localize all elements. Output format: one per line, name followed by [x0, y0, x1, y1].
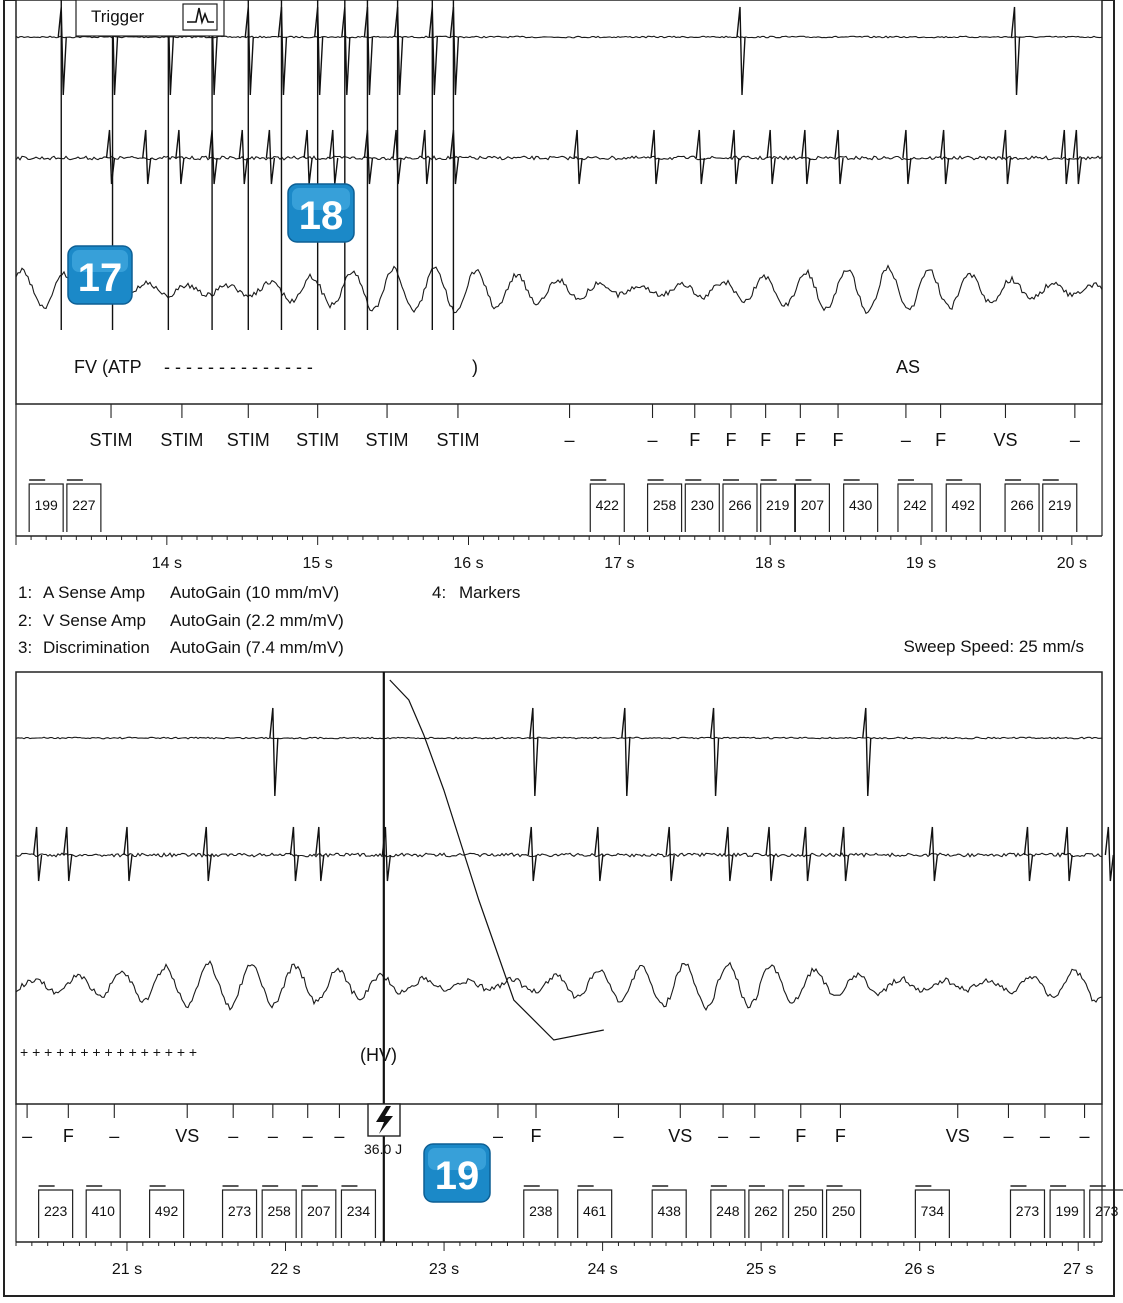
- marker-channel-bottom: [16, 1104, 1123, 1278]
- bottom-interval-value-13: 250: [831, 1203, 856, 1219]
- hv-label: (HV): [360, 1045, 397, 1065]
- top-interval-value-6: 219: [766, 497, 790, 513]
- legend-num-3: 3:: [18, 638, 33, 657]
- legend-gain-2: AutoGain (2.2 mm/mV): [170, 611, 344, 630]
- legend-name-1: A Sense Amp: [43, 583, 146, 602]
- trigger-box: [76, 0, 224, 36]
- top-marker-label-7: –: [647, 430, 658, 450]
- bottom-marker-label-13: –: [749, 1126, 760, 1146]
- badge-18-text: 18: [298, 194, 344, 238]
- top-axis-label-6: 20 s: [1056, 555, 1087, 572]
- top-axis-label-5: 19 s: [905, 555, 937, 572]
- bottom-axis-label-1: 22 s: [270, 1261, 301, 1278]
- top-interval-value-0: 199: [34, 497, 58, 513]
- legend-num-4: 4:: [432, 583, 447, 602]
- strip-panel-top: [16, 0, 1102, 404]
- bottom-marker-label-4: –: [228, 1126, 239, 1146]
- top-marker-label-2: STIM: [226, 430, 270, 450]
- bottom-axis-label-0: 21 s: [111, 1261, 143, 1278]
- episode-dashes: - - - - - - - - - - - - - -: [164, 357, 313, 377]
- top-marker-label-1: STIM: [160, 430, 204, 450]
- legend-gain-3: AutoGain (7.4 mm/mV): [170, 638, 344, 657]
- bottom-marker-label-17: –: [1003, 1126, 1014, 1146]
- top-marker-label-15: VS: [993, 430, 1018, 450]
- top-marker-label-16: –: [1069, 430, 1080, 450]
- bottom-axis-label-2: 23 s: [428, 1261, 460, 1278]
- top-interval-value-2: 422: [595, 497, 619, 513]
- bottom-marker-label-10: –: [613, 1126, 624, 1146]
- bottom-interval-value-12: 250: [793, 1203, 818, 1219]
- top-interval-value-9: 242: [903, 497, 927, 513]
- episode-close: ): [472, 357, 478, 377]
- bottom-interval-value-3: 273: [227, 1203, 252, 1219]
- marker-channel-top: [16, 404, 1102, 572]
- bottom-marker-label-14: F: [795, 1126, 807, 1146]
- bottom-interval-value-11: 262: [754, 1203, 778, 1219]
- top-marker-label-12: F: [832, 430, 844, 450]
- legend-num-2: 2:: [18, 611, 33, 630]
- bottom-interval-value-0: 223: [43, 1203, 68, 1219]
- legend-gain-1: AutoGain (10 mm/mV): [170, 583, 340, 602]
- bottom-interval-value-1: 410: [91, 1203, 115, 1219]
- top-interval-value-11: 266: [1010, 497, 1034, 513]
- bottom-spike-2-17: [1105, 827, 1113, 881]
- top-marker-label-4: STIM: [365, 430, 409, 450]
- shock-marker: [364, 1104, 402, 1157]
- top-axis-label-0: 14 s: [151, 555, 182, 572]
- top-interval-value-4: 230: [690, 497, 714, 513]
- bottom-interval-value-15: 273: [1015, 1203, 1040, 1219]
- top-axis-label-2: 16 s: [453, 555, 484, 572]
- bottom-interval-value-14: 734: [920, 1203, 945, 1219]
- top-marker-label-10: F: [760, 430, 772, 450]
- strip-panel-bottom: [16, 672, 1113, 1242]
- bottom-marker-label-18: –: [1039, 1126, 1050, 1146]
- badge-19-text: 19: [434, 1154, 480, 1198]
- trigger-label: Trigger: [91, 7, 145, 26]
- bottom-interval-value-5: 207: [307, 1203, 331, 1219]
- bottom-marker-label-11: VS: [668, 1126, 693, 1146]
- bottom-marker-label-0: –: [22, 1126, 33, 1146]
- top-axis-label-1: 15 s: [302, 555, 333, 572]
- bottom-interval-value-17: 273: [1095, 1203, 1119, 1219]
- bottom-interval-value-8: 461: [582, 1203, 607, 1219]
- top-marker-label-9: F: [725, 430, 737, 450]
- legend-num-1: 1:: [18, 583, 33, 602]
- bottom-marker-label-3: VS: [175, 1126, 200, 1146]
- bottom-axis-label-3: 24 s: [587, 1261, 618, 1278]
- top-interval-value-7: 207: [800, 497, 825, 513]
- bottom-interval-value-2: 492: [154, 1203, 179, 1219]
- top-axis-label-4: 18 s: [755, 555, 786, 572]
- bottom-interval-value-7: 238: [529, 1203, 553, 1219]
- top-marker-label-6: –: [564, 430, 575, 450]
- bottom-interval-value-10: 248: [716, 1203, 740, 1219]
- panel-top-frame: [16, 0, 1102, 404]
- top-interval-value-1: 227: [72, 497, 96, 513]
- badge-17-text: 17: [77, 256, 123, 300]
- bottom-axis-label-6: 27 s: [1063, 1261, 1094, 1278]
- top-marker-label-13: –: [900, 430, 911, 450]
- top-marker-label-0: STIM: [89, 430, 133, 450]
- as-label: AS: [896, 357, 921, 377]
- episode-label: FV (ATP: [74, 357, 142, 377]
- top-interval-value-3: 258: [652, 497, 677, 513]
- bottom-axis-label-5: 26 s: [904, 1261, 935, 1278]
- bottom-marker-label-5: –: [267, 1126, 278, 1146]
- sweep-speed: Sweep Speed: 25 mm/s: [903, 637, 1084, 656]
- top-marker-label-8: F: [689, 430, 701, 450]
- top-axis-label-3: 17 s: [604, 555, 635, 572]
- bottom-interval-value-16: 199: [1055, 1203, 1079, 1219]
- bottom-marker-label-7: –: [334, 1126, 345, 1146]
- bottom-interval-value-9: 438: [657, 1203, 681, 1219]
- bottom-marker-label-12: –: [718, 1126, 729, 1146]
- bottom-marker-label-9: F: [530, 1126, 542, 1146]
- top-interval-value-10: 492: [951, 497, 975, 513]
- top-marker-label-14: F: [935, 430, 947, 450]
- bottom-interval-value-6: 234: [346, 1203, 371, 1219]
- energy-label: 36.0 J: [364, 1141, 403, 1157]
- top-interval-value-5: 266: [728, 497, 752, 513]
- bottom-marker-label-6: –: [302, 1126, 313, 1146]
- legend-name-4: Markers: [459, 583, 521, 602]
- badge-17: [68, 246, 132, 304]
- bottom-marker-label-16: VS: [945, 1126, 970, 1146]
- top-interval-value-12: 219: [1048, 497, 1072, 513]
- bottom-marker-label-19: –: [1079, 1126, 1090, 1146]
- bottom-axis-label-4: 25 s: [746, 1261, 777, 1278]
- trigger-icon: [183, 4, 217, 30]
- legend-name-3: Discrimination: [43, 638, 150, 657]
- top-marker-label-11: F: [794, 430, 806, 450]
- top-marker-label-5: STIM: [436, 430, 480, 450]
- plus-row: + + + + + + + + + + + + + + +: [20, 1044, 198, 1060]
- top-marker-label-3: STIM: [296, 430, 340, 450]
- badge-18: [288, 184, 354, 242]
- bottom-interval-value-4: 258: [267, 1203, 291, 1219]
- badge-19: [424, 1144, 490, 1202]
- bottom-marker-label-2: –: [109, 1126, 120, 1146]
- top-interval-value-8: 430: [848, 497, 873, 513]
- channel-legend: [18, 583, 1084, 657]
- legend-name-2: V Sense Amp: [43, 611, 147, 630]
- bottom-marker-label-15: F: [834, 1126, 846, 1146]
- bottom-marker-label-1: F: [62, 1126, 74, 1146]
- bottom-marker-label-8: –: [492, 1126, 503, 1146]
